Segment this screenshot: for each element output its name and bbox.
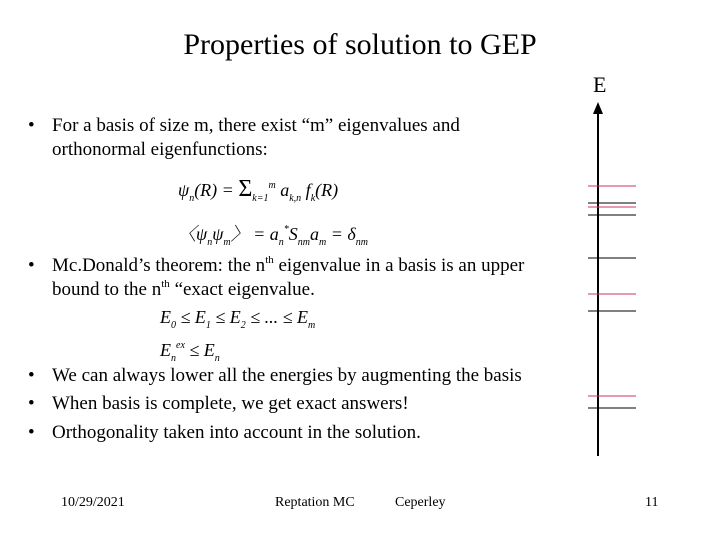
equation-orthonormality: 〈$\psi_n\psi_m$〉 = $a_n^*S_{nm}a_m = \delta_{nm}$ bbox=[178, 224, 368, 248]
equation-upper-bound: $E_n^{ex} \le E_n$ bbox=[160, 340, 220, 364]
footer-page-number: 11 bbox=[645, 495, 659, 510]
bullet-line: orthonormal eigenfunctions: bbox=[52, 139, 268, 160]
bullet-marker: • bbox=[28, 365, 35, 386]
equation-ordering: $E_0 \le E_1 \le E_2$ ≤ ... ≤ $E_m$ bbox=[160, 307, 316, 331]
equation-expansion: $\psi_n(R) = \Sigma_{k=1}^m$ $a_{k,n}$ $f_k(R)$ bbox=[178, 176, 339, 204]
energy-axis-arrowhead bbox=[593, 102, 603, 114]
bullet-line: Mc.Donald’s theorem: the $n^{th}$ eigenvalue in a basis is an upper bbox=[52, 254, 525, 276]
bullet-line: For a basis of size m, there exist “m” eigenvalues and bbox=[52, 115, 460, 136]
bullet-line: bound to the $n^{th}$ “exact eigenvalue. bbox=[52, 278, 315, 300]
bullet-marker: • bbox=[28, 255, 35, 276]
footer-author: Ceperley bbox=[395, 495, 446, 510]
footer-date: 10/29/2021 bbox=[61, 495, 125, 510]
bullet-lower-energies: We can always lower all the energies by augmenting the basis bbox=[52, 365, 522, 386]
bullet-marker: • bbox=[28, 422, 35, 443]
bullet-complete-basis: When basis is complete, we get exact answers! bbox=[52, 393, 409, 414]
bullet-orthogonality: Orthogonality taken into account in the solution. bbox=[52, 422, 421, 443]
bullet-marker: • bbox=[28, 393, 35, 414]
footer-title: Reptation MC bbox=[275, 495, 355, 510]
bullet-marker: • bbox=[28, 115, 35, 136]
energy-axis-label: E bbox=[593, 72, 607, 97]
slide-title: Properties of solution to GEP bbox=[183, 28, 537, 61]
